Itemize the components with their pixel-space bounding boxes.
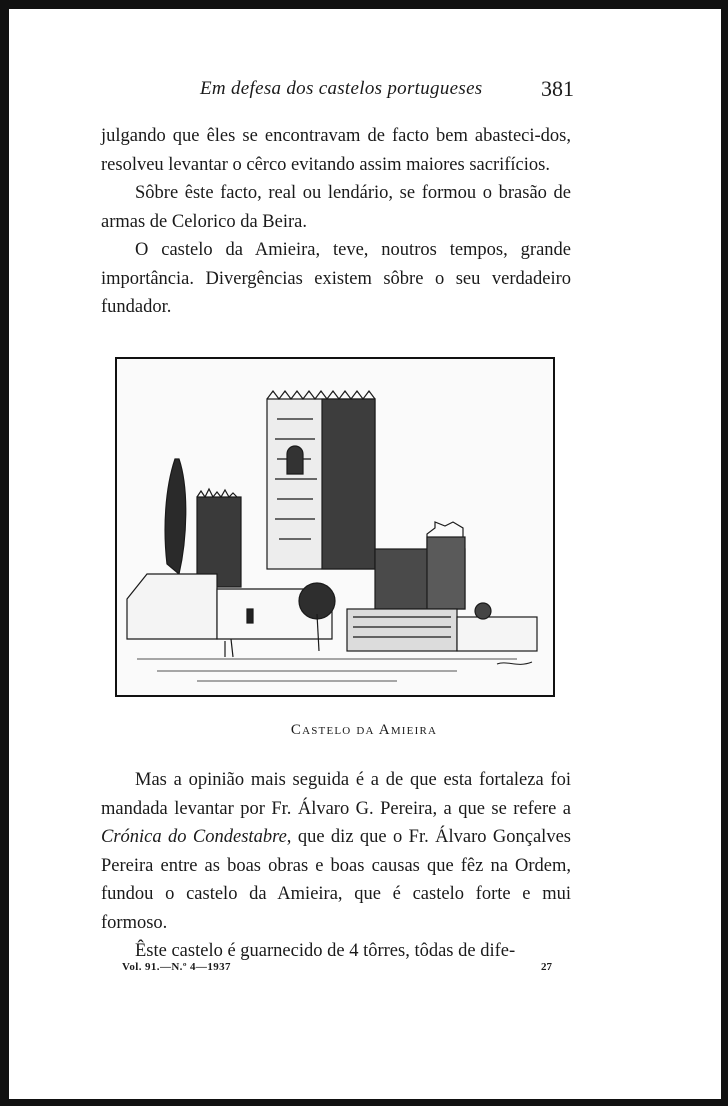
body-text-bottom xyxy=(101,766,571,966)
book-title: Crónica do Condestabre xyxy=(101,827,287,847)
paragraph: Êste castelo é guarnecido de 4 tôrres, tôdas de dife- xyxy=(135,941,516,961)
paragraph: O castelo da Amieira, teve, noutros tempos, grande importância. Divergências existem sôbre o seu verdadeiro fundador. xyxy=(101,240,571,317)
running-title: Em defesa dos castelos portugueses xyxy=(200,78,483,99)
paragraph: Sôbre êste facto, real ou lendário, se formou o brasão de armas de Celorico da Beira. xyxy=(101,183,571,232)
castle-illustration xyxy=(115,357,555,697)
paragraph xyxy=(101,766,571,937)
body-text-top xyxy=(101,122,571,322)
figure-caption: Castelo da Amieira xyxy=(290,722,438,738)
paragraph: julgando que êles se encontravam de facto bem abasteci-dos, resolveu levantar o cêrco evitando assim maiores sacrifícios. xyxy=(101,126,571,175)
paragraph-text: , que diz que o Fr. Álvaro Gonçalves Pereira entre as boas obras e boas causas que fêz na Ordem, fundou o castelo da Amieira, que é castelo forte e mui formoso. xyxy=(101,827,571,933)
paragraph-text: Mas a opinião mais seguida é a de que esta fortaleza foi mandada levantar por Fr. Álvaro G. Pereira, a que se refere a xyxy=(101,770,571,819)
page-number: 381 xyxy=(541,76,574,101)
signature-mark: 27 xyxy=(541,961,552,973)
volume-line: Vol. 91.—N.º 4—1937 xyxy=(122,961,231,973)
castle-drawing xyxy=(117,359,553,695)
